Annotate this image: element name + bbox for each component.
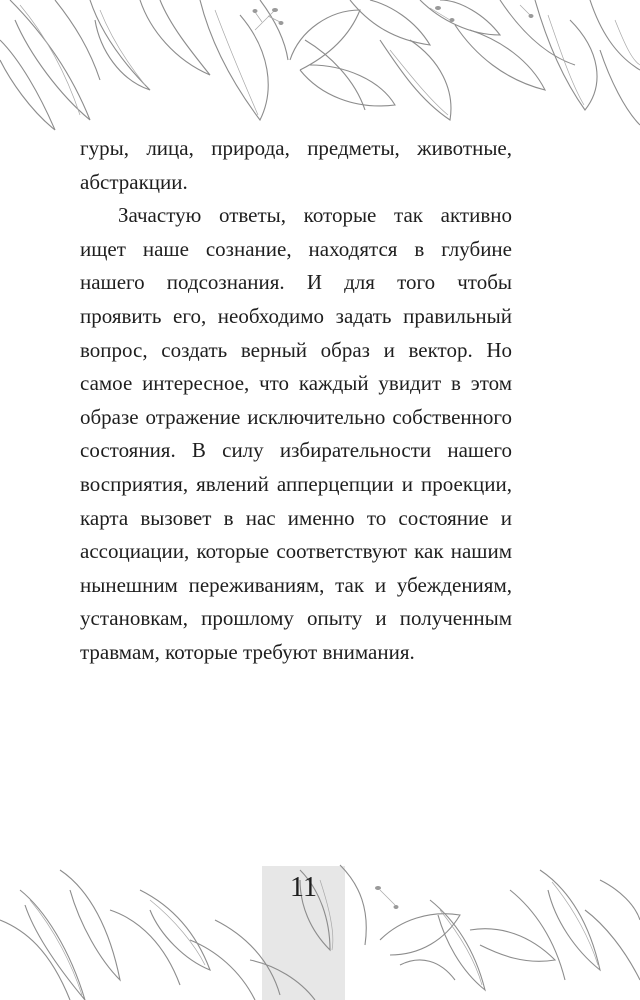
paragraph-2: Зачастую ответы, которые так активно ищет наше сознание, находятся в глубине нашего подсознания. И для того чтобы проявить его, необходимо задать правильный вопрос, создать верный образ и вектор. Но самое интересное, что каждый увидит в этом образе отражение исключительно собственного состояния. В силу избирательности нашего восприятия, явлений апперцепции и проекции, карта вызовет в нас именно то состояние и ассоциации, которые соответствуют как нашим нынешним переживаниям, так и убеждениям, установкам, прошлому опыту и полученным травмам, которые требуют внимания. (80, 203, 512, 664)
paragraph-1: гуры, лица, природа, предметы, животные, абстракции. (80, 136, 512, 194)
floral-border-top-icon (0, 0, 640, 135)
page-number: 11 (290, 872, 317, 903)
body-text (80, 132, 512, 670)
